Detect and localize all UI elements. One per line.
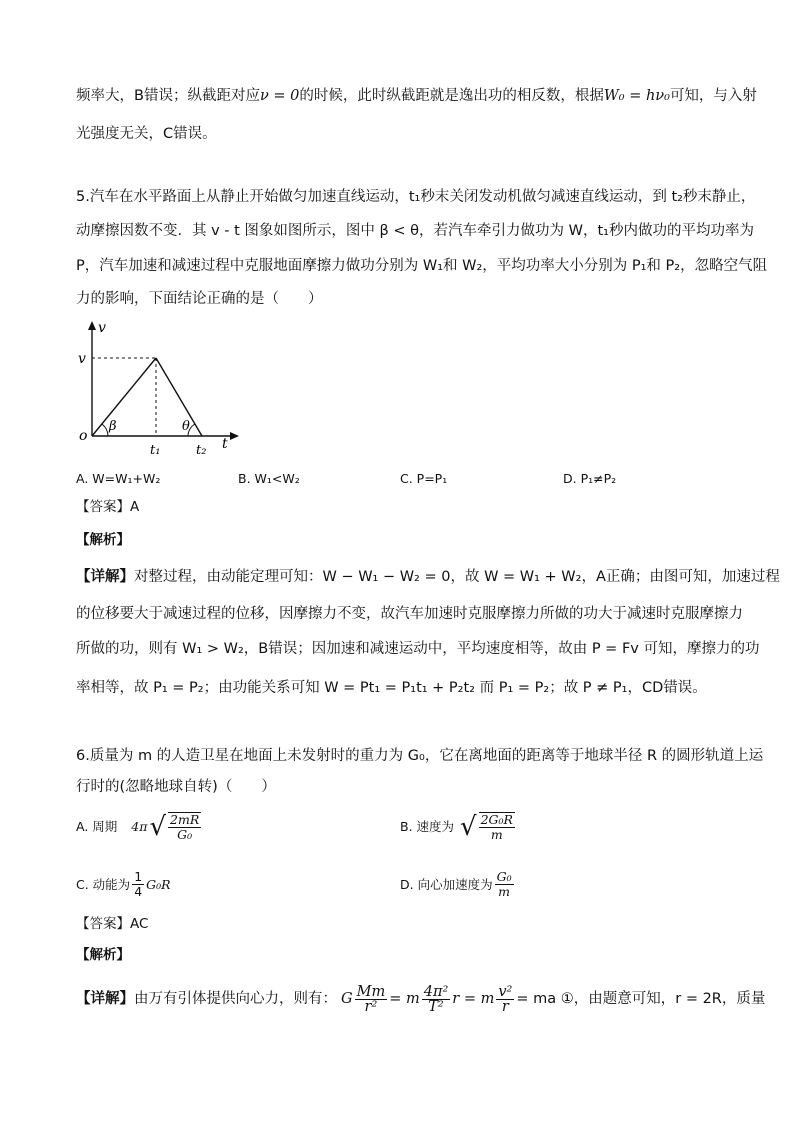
q5-analysis-heading: 【解析】	[76, 532, 130, 548]
sqrt-icon: √	[460, 812, 477, 842]
q6-detail-tag: 【详解】	[76, 991, 134, 1007]
q6-detail-math-3: r = m	[452, 991, 495, 1007]
q5-detail-line-2: 的位移要大于减速过程的位移，因摩擦力不变，故汽车加速时克服摩擦力所做的功大于减速时克服摩擦力	[76, 606, 743, 622]
math-G: G	[341, 991, 353, 1007]
intro-line-1	[76, 86, 757, 106]
intro-text-a: 频率大，B错误；纵截距对应	[76, 88, 260, 104]
q5-option-b: B. W₁<W₂	[238, 471, 300, 486]
beta-label: β	[109, 419, 117, 434]
vt-graph	[74, 318, 244, 458]
acceleration-line	[92, 358, 156, 436]
q6-line-2: 行时的(忽略地球自转)（ ）	[76, 779, 276, 795]
q6-option-c-numerator: 1	[134, 869, 143, 884]
q6-option-a-label: A. 周期	[76, 819, 118, 834]
q6-option-c-fraction	[132, 870, 144, 899]
q6-detail-fraction-1	[355, 985, 388, 1014]
origin-label: o	[79, 428, 88, 444]
q5-line-1: 5.汽车在水平路面上从静止开始做匀加速直线运动，t₁秒末关闭发动机做匀减速直线运动，到 t₂秒末静止，	[76, 189, 756, 205]
q6-detail-math-2: = m	[389, 991, 420, 1007]
q5-detail-text-1: 对整过程，由动能定理可知：W − W₁ − W₂ = 0，故 W = W₁ + W₂，A正确；由图可知，加速过程	[134, 569, 780, 585]
beta-arc	[102, 424, 108, 436]
q6-option-a-fraction	[168, 812, 201, 842]
q6-option-d-label: D. 向心加速度为	[400, 876, 493, 892]
t1-label: t₁	[150, 443, 161, 458]
q6-option-a-numerator: 2mR	[170, 812, 200, 827]
v-value-label: v	[78, 351, 86, 367]
q6-detail-f3-denominator: r	[501, 998, 509, 1015]
q5-detail-line-4: 率相等，故 P₁ = P₂；由功能关系可知 W = Pt₁ = P₁t₁ + P₂t₂ 而 P₁ = P₂；故 P ≠ P₁，CD错误。	[76, 680, 707, 696]
q5-detail-line-3: 所做的功，则有 W₁ > W₂，B错误；因加速和减速运动中，平均速度相等，故由 P = Fv 可知，摩擦力的功	[76, 641, 760, 657]
q6-detail-fraction-2	[422, 985, 451, 1014]
intro-text-b: 的时候，此时纵截距就是逸出功的相反数，根据	[299, 88, 604, 104]
intro-line-2: 光强度无关，C错误。	[76, 126, 217, 142]
q6-option-b-numerator: 2G₀R	[480, 812, 513, 827]
t2-label: t₂	[196, 443, 207, 458]
q6-option-c-suffix: G₀R	[146, 876, 171, 892]
q6-detail-line-1	[76, 984, 765, 1014]
q6-option-c-label: C. 动能为	[76, 876, 131, 892]
q6-option-c	[76, 870, 171, 899]
v-axis-label: v	[98, 320, 106, 336]
v-axis-arrow	[88, 321, 96, 330]
math-work-function: W₀ = hν₀	[603, 88, 670, 104]
t-axis-arrow	[230, 432, 239, 440]
q6-detail-f2-denominator: T²	[428, 998, 444, 1015]
q5-detail-tag: 【详解】	[76, 569, 134, 585]
q5-line-4: 力的影响，下面结论正确的是（ ）	[76, 291, 323, 307]
q5-line-3: P，汽车加速和减速过程中克服地面摩擦力做功分别为 W₁和 W₂，平均功率大小分别为 P₁和 P₂，忽略空气阻	[76, 258, 768, 274]
q6-detail-f3-numerator: v²	[498, 983, 513, 1000]
q5-answer: 【答案】A	[76, 499, 140, 515]
q6-option-c-denominator: 4	[134, 884, 143, 899]
q6-option-d-fraction	[495, 870, 514, 899]
q6-option-a	[76, 812, 203, 842]
q6-option-d-denominator: m	[498, 884, 510, 899]
q6-detail-fraction-3	[496, 985, 514, 1014]
q5-option-c: C. P=P₁	[400, 471, 448, 486]
sqrt-icon: √	[149, 812, 167, 842]
q6-detail-f1-denominator: r²	[364, 998, 378, 1015]
q5-option-a: A. W=W₁+W₂	[76, 471, 161, 486]
q5-line-2: 动摩擦因数不变．其 v - t 图象如图所示，图中 β < θ，若汽车牵引力做功为 W，t₁秒内做功的平均功率为	[76, 223, 754, 239]
q6-detail-f2-numerator: 4π²	[423, 983, 449, 1000]
theta-label: θ	[182, 419, 190, 434]
q6-detail-text-a: 由万有引体提供向心力，则有：	[134, 991, 337, 1007]
intro-text-c: 可知，与入射	[669, 88, 757, 104]
q6-option-d	[400, 870, 516, 899]
q6-detail-math-4: = ma ①，由题意可知，r = 2R，质量	[516, 991, 766, 1007]
q5-option-d: D. P₁≠P₂	[563, 471, 617, 486]
q6-answer: 【答案】AC	[76, 916, 149, 932]
q6-analysis-heading: 【解析】	[76, 947, 130, 963]
t-axis-label: t	[222, 436, 228, 452]
q6-option-a-prefix: 4π	[131, 819, 148, 834]
q6-option-b-fraction	[479, 812, 515, 842]
q6-line-1: 6.质量为 m 的人造卫星在地面上未发射时的重力为 G₀，它在离地面的距离等于地球半径 R 的圆形轨道上运	[76, 748, 764, 764]
q6-detail-f1-numerator: Mm	[356, 983, 386, 1000]
math-nu-zero: ν = 0	[259, 88, 300, 104]
q6-option-b-denominator: m	[490, 827, 503, 842]
q6-option-b-label: B. 速度为	[400, 819, 455, 834]
q5-detail-line-1	[76, 567, 780, 587]
q6-option-d-numerator: G₀	[496, 869, 512, 884]
q6-option-b	[400, 812, 517, 842]
q6-option-a-denominator: G₀	[177, 827, 193, 842]
